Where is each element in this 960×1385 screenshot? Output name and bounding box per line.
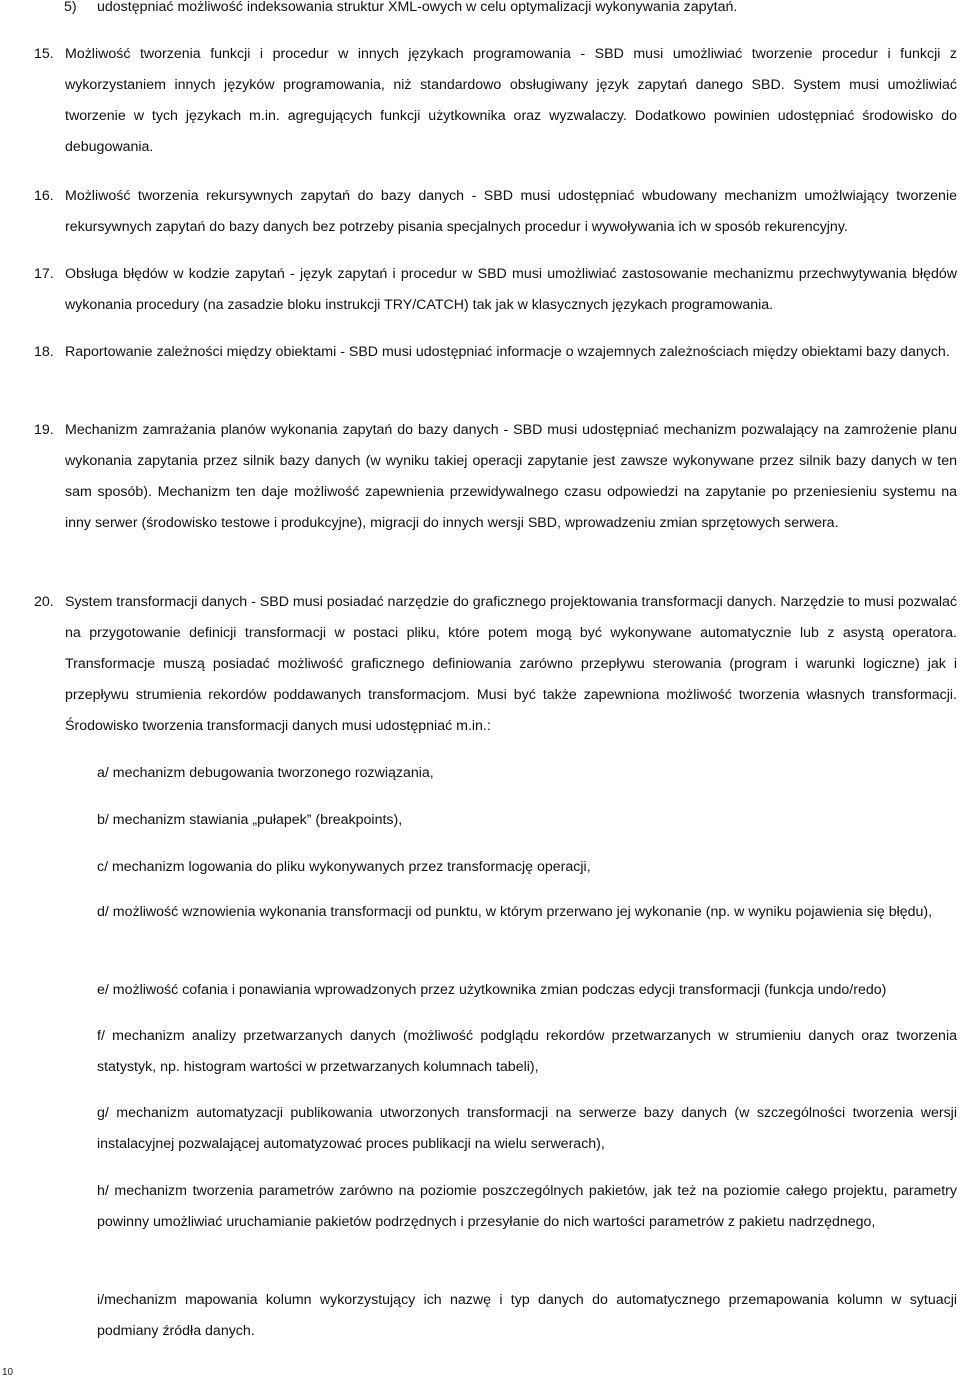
subitem-d: d/ możliwość wznowienia wykonania transformacji od punktu, w którym przerwano jej wykonanie (np. w wyniku pojawienia się błędu),: [97, 904, 933, 920]
list-item-15: [34, 39, 957, 163]
item-text: Mechanizm zamrażania planów wykonania zapytań do bazy danych - SBD musi udostępniać mechanizm pozwalający na zamrożenie planu wykonania zapytania przez silnik bazy danych (w wyniku takiej operacji zapytanie jest zawsze wykonywane przez silnik bazy danych w ten sam sposób). Mechanizm ten daje możliwość zapewnienia przewidywalnego czasu odpowiedzi na zapytanie po przeniesieniu systemu na inny serwer (środowisko testowe i produkcyjne), migracji do innych wersji SBD, wprowadzeniu zmian sprzętowych serwera.: [65, 422, 957, 531]
item-number: 20.: [34, 594, 54, 610]
list-item-19: [34, 415, 957, 539]
subitem-e: e/ możliwość cofania i ponawiania wprowadzonych przez użytkownika zmian podczas edycji transformacji (funkcja undo/redo): [97, 982, 887, 998]
subitem-h: h/ mechanizm tworzenia parametrów zarówno na poziomie poszczególnych pakietów, jak też na poziomie całego projektu, parametry powinny umożliwiać uruchamianie pakietów podrzędnych i przesyłanie do nich wartości parametrów z pakietu nadrzędnego,: [97, 1183, 957, 1230]
item-text: Raportowanie zależności między obiektami - SBD musi udostępniać informacje o wzajemnych zależnościach między obiektami bazy danych.: [65, 344, 950, 360]
item-text: Obsługa błędów w kodzie zapytań - język zapytań i procedur w SBD musi umożliwiać zastosowanie mechanizmu przechwytywania błędów wykonania procedury (na zasadzie bloku instrukcji TRY/CATCH) tak jak w klasycznych językach programowania.: [65, 266, 957, 313]
subitem-b: b/ mechanizm stawiania „pułapek” (breakpoints),: [97, 812, 403, 828]
list-item-20: [34, 587, 957, 742]
item-number: 15.: [34, 46, 54, 62]
item-number: 18.: [34, 344, 54, 360]
item-text: Możliwość tworzenia rekursywnych zapytań do bazy danych - SBD musi udostępniać wbudowany mechanizm umożlwiający tworzenie rekursywnych zapytań do bazy danych bez potrzeby pisania specjalnych procedur i wywoływania ich w sposób rekurencyjny.: [65, 188, 957, 235]
list-item-18: [34, 337, 957, 368]
list-item-5: [64, 0, 957, 23]
subitem-c: c/ mechanizm logowania do pliku wykonywanych przez transformację operacji,: [97, 859, 591, 875]
item-number: 17.: [34, 266, 54, 282]
subitem-i: i/mechanizm mapowania kolumn wykorzystujący ich nazwę i typ danych do automatycznego przemapowania kolumn w sytuacji podmiany źródła danych.: [97, 1292, 957, 1339]
list-item-16: [34, 181, 957, 243]
subitem-g: g/ mechanizm automatyzacji publikowania utworzonych transformacji na serwerze bazy danych (w szczególności tworzenia wersji instalacyjnej pozwalającej automatyzować proces publikacji na wielu serwerach),: [97, 1105, 957, 1152]
item-text: udostępniać możliwość indeksowania struktur XML-owych w celu optymalizacji wykonywania zapytań.: [97, 0, 738, 15]
item-text: System transformacji danych - SBD musi posiadać narzędzie do graficznego projektowania transformacji danych. Narzędzie to musi pozwalać na przygotowanie definicji transformacji w postaci pliku, które potem mogą być wykonywane automatycznie lub z asystą operatora. Transformacje muszą posiadać możliwość graficznego definiowania zarówno przepływu sterowania (program i warunki logiczne) jak i przepływu strumienia rekordów poddawanych transformacjom. Musi być także zapewniona możliwość tworzenia własnych transformacji. Środowisko tworzenia transformacji danych musi udostępniać m.in.:: [65, 594, 957, 734]
item-number: 19.: [34, 422, 54, 438]
subitem-f: f/ mechanizm analizy przetwarzanych danych (możliwość podglądu rekordów przetwarzanych w strumieniu danych oraz tworzenia statystyk, np. histogram wartości w przetwarzanych kolumnach tabeli),: [97, 1028, 957, 1075]
subitem-a: a/ mechanizm debugowania tworzonego rozwiązania,: [97, 765, 434, 781]
list-item-17: [34, 259, 957, 321]
item-text: Możliwość tworzenia funkcji i procedur w innych językach programowania - SBD musi umożliwiać tworzenie procedur i funkcji z wykorzystaniem innych języków programowania, niż standardowo obsługiwany język zapytań danego SBD. System musi umożliwiać tworzenie w tych językach m.in. agregujących funkcji użytkownika oraz wyzwalaczy. Dodatkowo powinien udostępniać środowisko do debugowania.: [65, 46, 957, 155]
item-number: 5): [64, 0, 77, 15]
page-number: 10: [2, 1367, 14, 1378]
item-number: 16.: [34, 188, 54, 204]
